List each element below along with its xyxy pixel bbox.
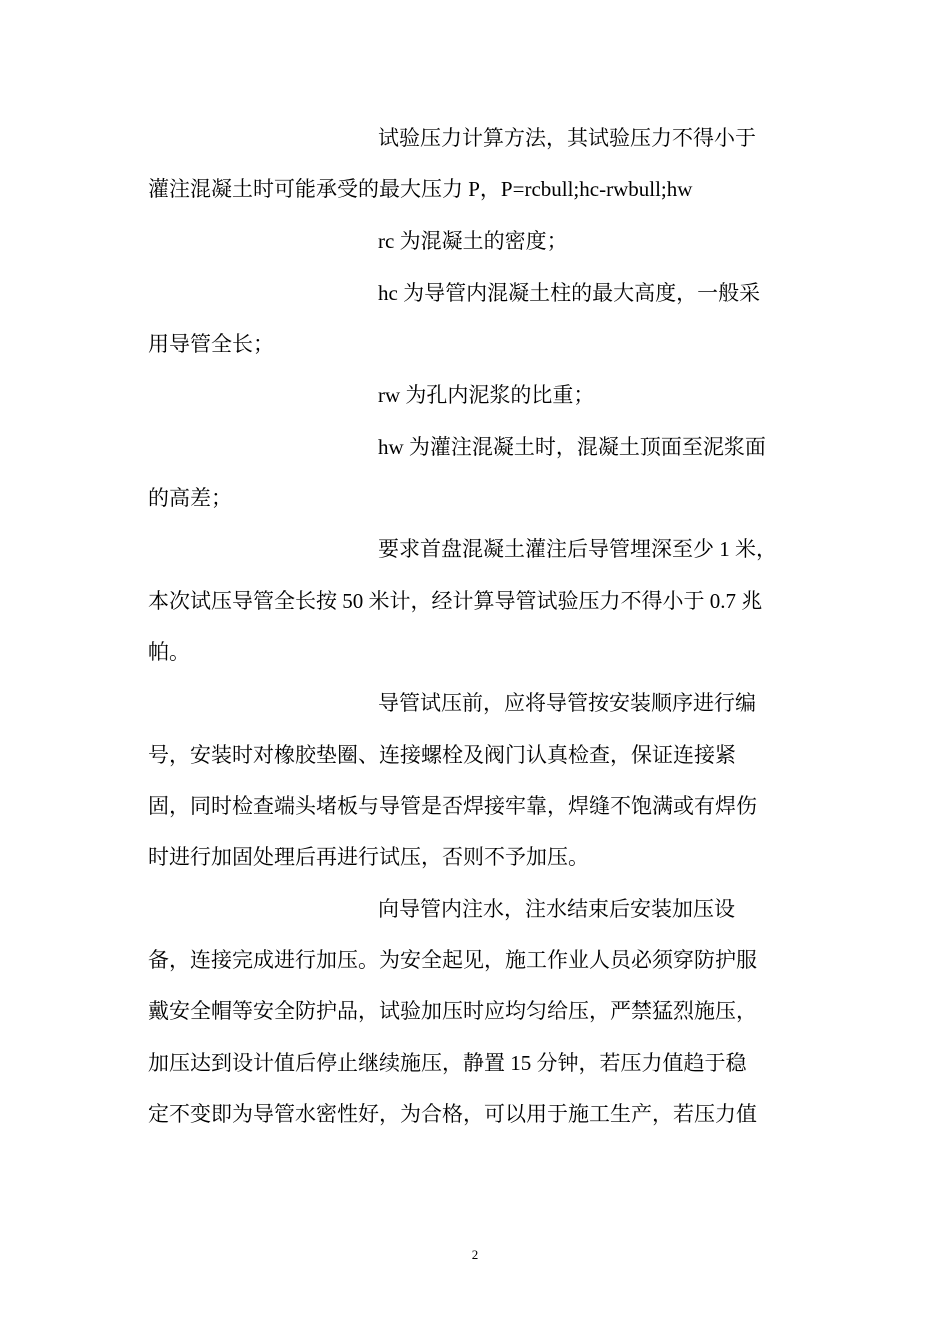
text-line: 的高差； (148, 486, 232, 510)
text-line: 试验压力计算方法，其试验压力不得小于 (378, 126, 756, 150)
text-line: 导管试压前，应将导管按安装顺序进行编 (378, 691, 756, 715)
text-line: rw 为孔内泥浆的比重； (378, 383, 595, 407)
text-line: hc 为导管内混凝土柱的最大高度，一般采 (378, 281, 761, 305)
text-line: 本次试压导管全长按 50 米计，经计算导管试验压力不得小于 0.7 兆 (148, 589, 763, 613)
text-line: 帕。 (148, 640, 190, 664)
text-line: 加压达到设计值后停止继续施压，静置 15 分钟，若压力值趋于稳 (148, 1051, 747, 1075)
text-line: 用导管全长； (148, 332, 274, 356)
text-line: 要求首盘混凝土灌注后导管埋深至少 1 米， (378, 537, 777, 561)
text-line: rc 为混凝土的密度； (378, 229, 568, 253)
text-line: 戴安全帽等安全防护品，试验加压时应均匀给压，严禁猛烈施压， (148, 999, 757, 1023)
text-line: 备，连接完成进行加压。为安全起见，施工作业人员必须穿防护服 (148, 948, 757, 972)
text-line: 向导管内注水，注水结束后安装加压设 (378, 897, 735, 921)
text-line: hw 为灌注混凝土时，混凝土顶面至泥浆面 (378, 435, 766, 459)
page-number: 2 (471, 1247, 479, 1262)
text-line: 固，同时检查端头堵板与导管是否焊接牢靠，焊缝不饱满或有焊伤 (148, 794, 757, 818)
text-line: 定不变即为导管水密性好，为合格，可以用于施工生产，若压力值 (148, 1102, 757, 1126)
text-line: 灌注混凝土时可能承受的最大压力 P，P=rcbull;hc-rwbull;hw (148, 177, 693, 201)
text-line: 时进行加固处理后再进行试压，否则不予加压。 (148, 845, 589, 869)
text-line: 号，安装时对橡胶垫圈、连接螺栓及阀门认真检查，保证连接紧 (148, 743, 736, 767)
